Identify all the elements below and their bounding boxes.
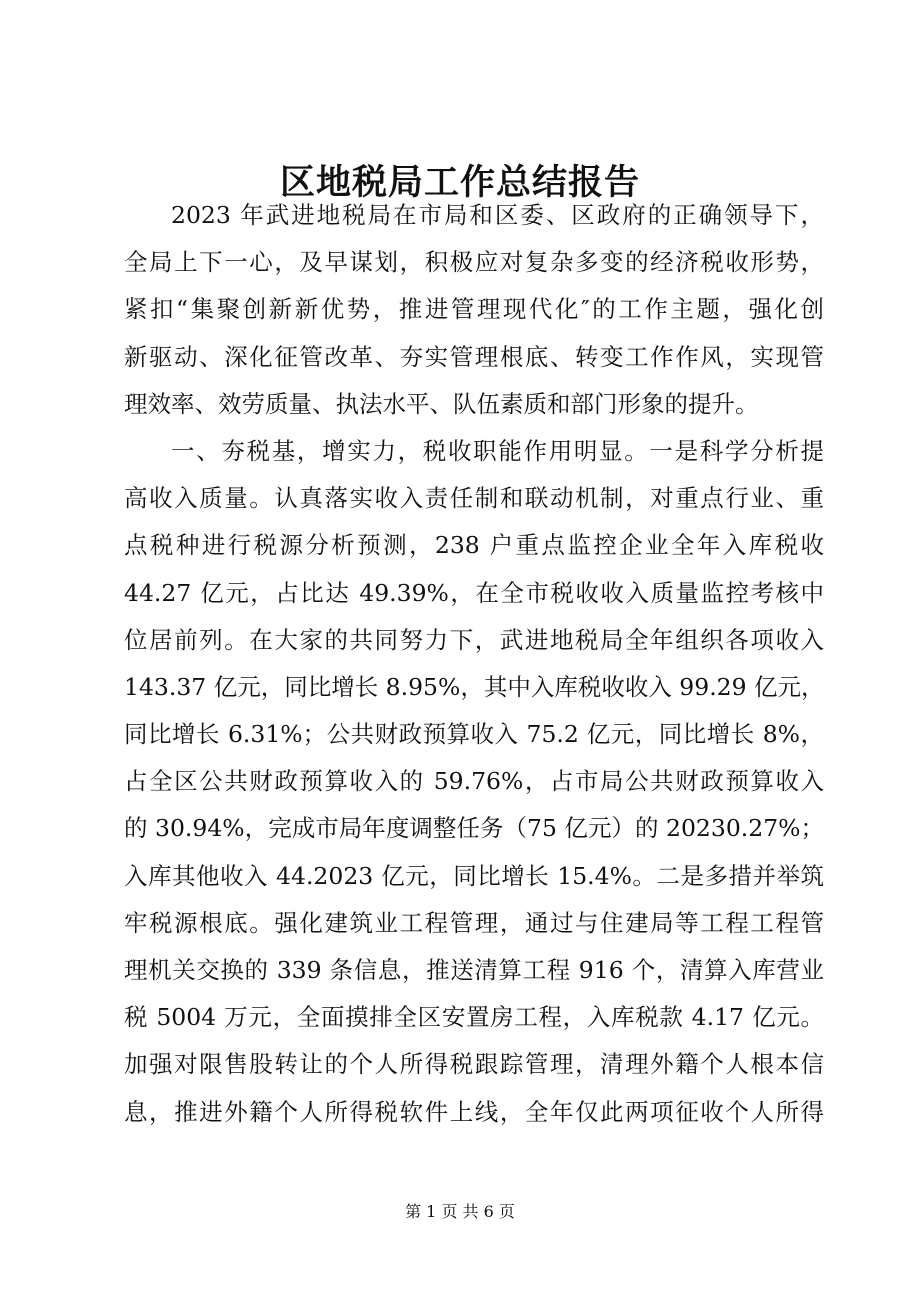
document-body bbox=[124, 192, 824, 1136]
paragraph-line: 新驱动、深化征管改革、夯实管理根底、转变工作作风，实现管 bbox=[124, 342, 824, 371]
paragraph-line: 同比增长 6.31%；公共财政预算收入 75.2 亿元，同比增长 8%， bbox=[124, 720, 824, 749]
paragraph-line: 高收入质量。认真落实收入责任制和联动机制，对重点行业、重 bbox=[124, 484, 824, 513]
paragraph-line: 息，推进外籍个人所得税软件上线，全年仅此两项征收个人所得 bbox=[124, 1097, 824, 1126]
paragraph-line: 入库其他收入 44.2023 亿元，同比增长 15.4%。二是多措并举筑 bbox=[124, 861, 824, 890]
paragraph-line: 143.37 亿元，同比增长 8.95%，其中入库税收收入 99.29 亿元， bbox=[124, 672, 825, 701]
paragraph-line: 理机关交换的 339 条信息，推送清算工程 916 个，清算入库营业 bbox=[124, 956, 824, 984]
paragraph-line: 位居前列。在大家的共同努力下，武进地税局全年组织各项收入 bbox=[124, 625, 824, 654]
paragraph-line: 理效率、效劳质量、执法水平、队伍素质和部门形象的提升。 bbox=[124, 389, 759, 418]
paragraph-line: 全局上下一心，及早谋划，积极应对复杂多变的经济税收形势， bbox=[124, 248, 824, 277]
paragraph-line: 牢税源根底。强化建筑业工程管理，通过与住建局等工程工程管 bbox=[124, 908, 824, 937]
paragraph-line: 税 5004 万元，全面摸排全区安置房工程，入库税款 4.17 亿元。 bbox=[124, 1003, 824, 1032]
page-footer: 第 1 页 共 6 页 bbox=[405, 1202, 515, 1221]
document-title: 区地税局工作总结报告 bbox=[279, 162, 640, 203]
paragraph-line: 44.27 亿元，占比达 49.39%，在全市税收收入质量监控考核中 bbox=[124, 578, 824, 607]
paragraph-line: 占全区公共财政预算收入的 59.76%，占市局公共财政预算收入 bbox=[124, 767, 824, 796]
paragraph-line: 点税种进行税源分析预测，238 户重点监控企业全年入库税收 bbox=[124, 531, 824, 560]
paragraph-line: 一、夯税基，增实力，税收职能作用明显。一是科学分析提 bbox=[171, 436, 824, 465]
paragraph-line: 的 30.94%，完成市局年度调整任务（75 亿元）的 20230.27%； bbox=[124, 814, 824, 843]
paragraph-line: 紧扣“集聚创新新优势，推进管理现代化″的工作主题，强化创 bbox=[124, 295, 824, 324]
paragraph-line: 2023 年武进地税局在市局和区委、区政府的正确领导下， bbox=[171, 201, 824, 229]
paragraph-line: 加强对限售股转让的个人所得税跟踪管理，清理外籍个人根本信 bbox=[124, 1050, 824, 1079]
